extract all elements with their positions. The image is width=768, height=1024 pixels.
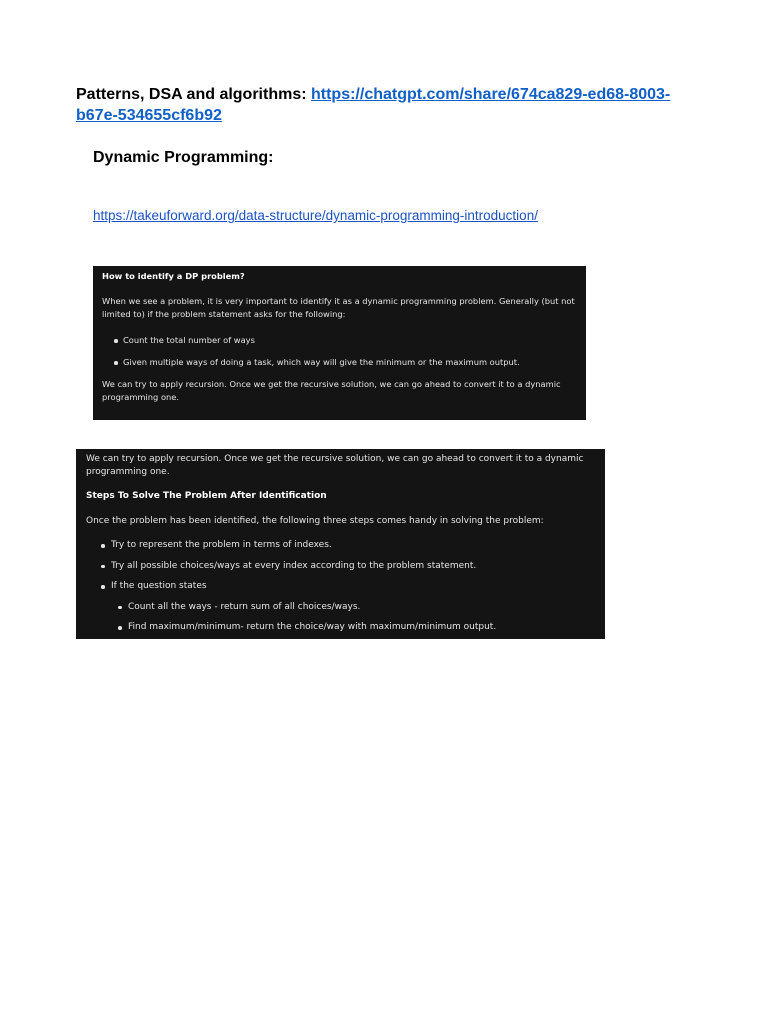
takeuforward-link[interactable]: https://takeuforward.org/data-structure/dynamic-programming-introduction/ xyxy=(93,208,538,223)
list-item: If the question states xyxy=(86,580,597,593)
screenshot-paragraph: Once the problem has been identified, the following three steps comes handy in solving the problem: xyxy=(86,515,544,526)
list-item: Try all possible choices/ways at every index according to the problem statement. xyxy=(86,560,597,573)
document-heading xyxy=(76,84,696,126)
chatgpt-share-link[interactable]: https://chatgpt.com/share/674ca829-ed68-8003-b67e-534655cf6b92 xyxy=(76,86,671,124)
screenshot-paragraph: We can try to apply recursion. Once we get the recursive solution, we can go ahead to convert it to a dynamic programming one. xyxy=(102,379,561,402)
screenshot-bullet-list xyxy=(102,334,578,369)
list-item: Count all the ways - return sum of all choices/ways. xyxy=(86,601,597,614)
screenshot-sub-bullet-list xyxy=(86,601,597,634)
screenshot-paragraph: We can try to apply recursion. Once we get the recursive solution, we can go ahead to convert it to a dynamic programming one. xyxy=(86,454,584,477)
heading-label: Patterns, DSA and algorithms: xyxy=(76,86,311,103)
list-item: Given multiple ways of doing a task, which way will give the minimum or the maximum output. xyxy=(102,356,578,369)
screenshot-title: How to identify a DP problem? xyxy=(102,271,245,281)
list-item: Try to represent the problem in terms of indexes. xyxy=(86,539,597,552)
screenshot-bullet-list xyxy=(86,539,597,593)
embedded-screenshot-identify-dp xyxy=(93,266,586,420)
screenshot-title: Steps To Solve The Problem After Identification xyxy=(86,491,327,501)
embedded-screenshot-steps xyxy=(76,449,605,639)
section-title: Dynamic Programming: xyxy=(93,149,274,166)
list-item: Count the total number of ways xyxy=(102,334,578,347)
list-item: Find maximum/minimum- return the choice/way with maximum/minimum output. xyxy=(86,621,597,634)
screenshot-paragraph: When we see a problem, it is very important to identify it as a dynamic programming problem. Generally (but not limited to) if the problem statement asks for the following: xyxy=(102,296,575,319)
